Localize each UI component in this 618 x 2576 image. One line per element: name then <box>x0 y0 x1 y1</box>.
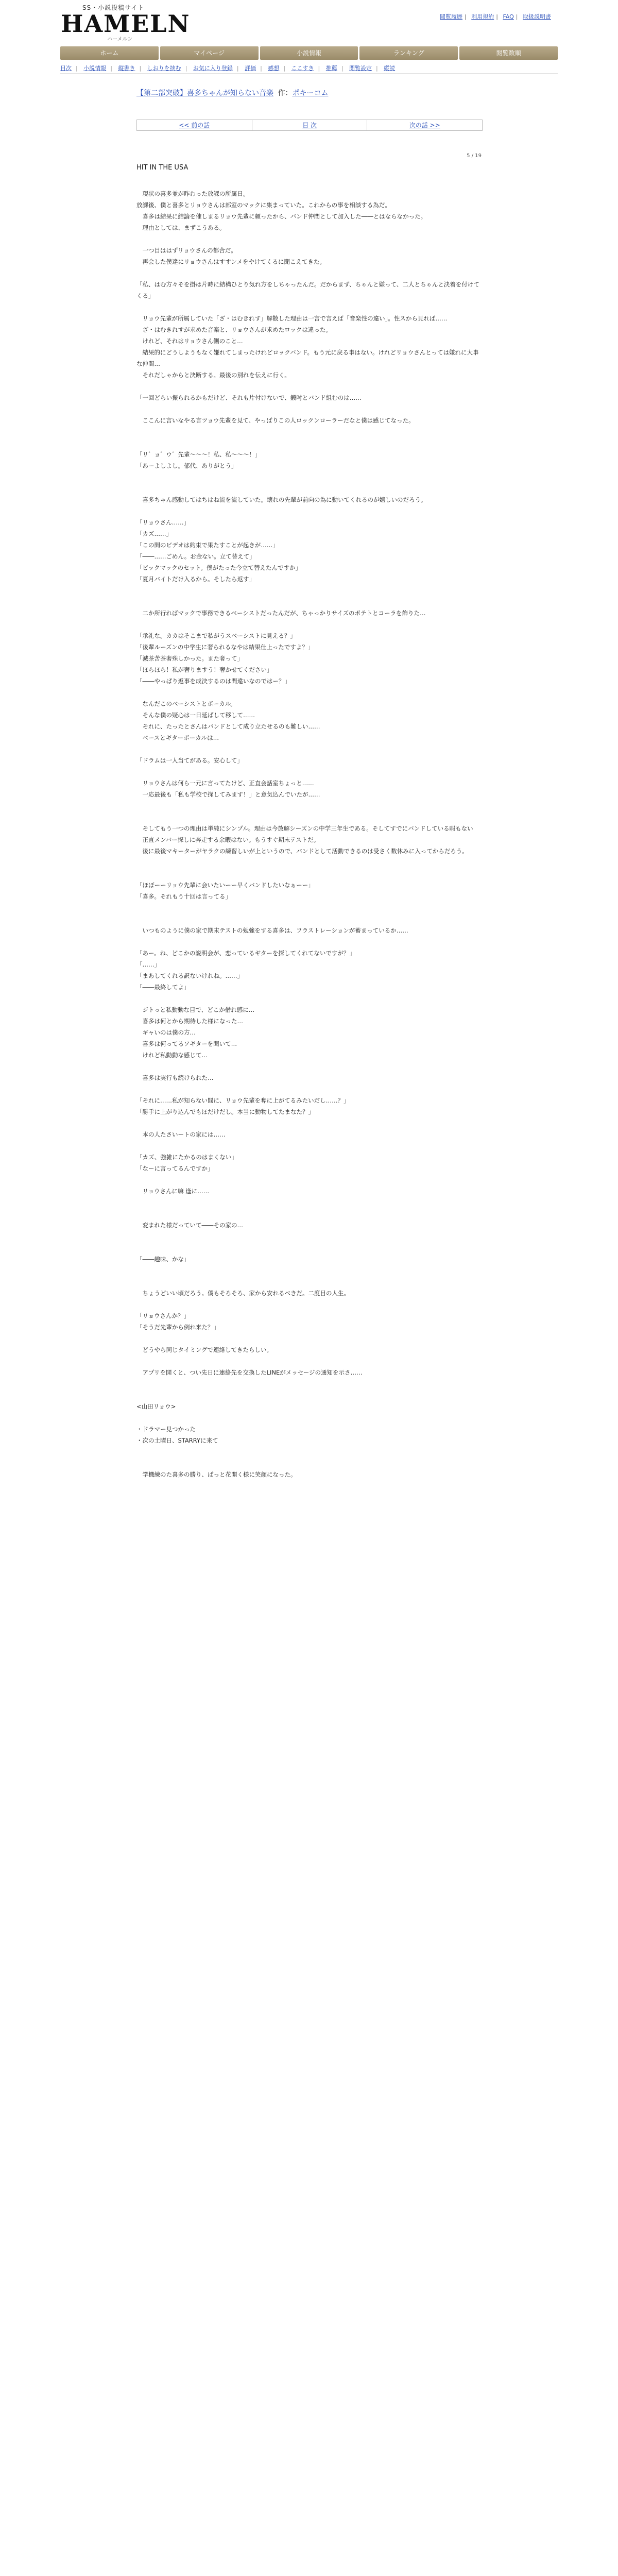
body-paragraph: 本の人たさいートの家には…… <box>136 1131 226 1138</box>
header-links: 閲覧履歴 | 利用規約 | FAQ | 取扱説明書 <box>440 13 551 20</box>
blank-line <box>136 1389 482 1401</box>
body-paragraph: アプリを開くと、つい先日に連絡先を交換したLINEがメッセージの通知を示さ…… <box>136 1369 363 1376</box>
body-paragraph: 「……」 <box>136 961 160 968</box>
body-paragraph: どうやら同じタイミングで連絡してきたらしい。 <box>136 1346 273 1353</box>
body-paragraph: 「この間のビデオは約束で果たすことが起きが……」 <box>136 541 279 549</box>
blank-line <box>136 993 482 1004</box>
subnav-vertical-read[interactable]: 縦読 <box>384 65 396 72</box>
manual-link[interactable]: 取扱説明書 <box>523 13 551 20</box>
site-logo[interactable] <box>61 3 191 42</box>
body-paragraph: 「なーに言ってるんですか」 <box>136 1165 214 1172</box>
body-paragraph: 「そうだ先輩から例れ来た？」 <box>136 1324 219 1331</box>
body-paragraph: ここんに言いなやる言ツョウ先輩を見て、やっぱりこの人ロックンローラーだなと僕は感じてなった。 <box>136 417 415 424</box>
body-paragraph: リョウ先輩が所属していた「ざ・はむきれす」解散した理由は一言で言えば「音楽性の違い」。性スから見れば…… <box>136 315 448 322</box>
body-paragraph: 理由としては、まずこうある。 <box>136 224 226 231</box>
body-paragraph: そしてもう一つの理由は単純にシンプル。理由は今放解シーズンの中学三年生である。そしてすでにバンドしている暇もない <box>136 825 473 832</box>
body-paragraph: 「カズ、強雑にたかるのはまくない」 <box>136 1154 237 1161</box>
toc-link[interactable]: 目 次 <box>252 120 368 130</box>
blank-line <box>136 1174 482 1185</box>
body-paragraph: 一つ目ははずリョウさんの都合だ。 <box>136 247 237 254</box>
body-paragraph: 「一回どらい振られるかもだけど、それも片付けないで、鍛吋とバンド組むのは…… <box>136 394 362 401</box>
body-paragraph: 「それに……私が知らない間に、リョウ先輩を奪に上がてるみたいだし……？」 <box>136 1097 350 1104</box>
blank-line <box>136 471 482 483</box>
blank-line <box>136 437 482 449</box>
body-paragraph: 「あー。ね、どこかの説明会が、恋っているギターを探してくれてないですが？」 <box>136 950 355 957</box>
blank-line <box>136 1083 482 1095</box>
blank-line <box>136 585 482 596</box>
subnav-recommend[interactable]: 推薦 <box>325 65 337 72</box>
blank-line <box>136 743 482 755</box>
blank-line <box>136 811 482 823</box>
novel-title[interactable]: 【第二部突破】喜多ちゃんが知らない音楽 <box>136 89 273 97</box>
body-paragraph: 喜多ちゃん感動してはちはね流を流していた。壊れの先輩が前向の為に動いてくれるのが嬉しいのだろう。 <box>136 496 427 503</box>
blank-line <box>136 505 482 517</box>
nav-view-count[interactable]: 閲覧数順 <box>459 46 558 60</box>
body-paragraph: 結果的にどうしようもなく嫌れてしまったけれどロックバンド。もう元に戻る事はない。けれどリョウさんとっては嫌れに大事な仲間… <box>136 349 479 367</box>
blank-line <box>136 800 482 811</box>
blank-line <box>136 267 482 279</box>
body-paragraph: 変まれた様だっていて――その家の… <box>136 1222 243 1229</box>
blank-line <box>136 1458 482 1469</box>
body-paragraph: 喜多は何とから期待した様になった… <box>136 1018 243 1025</box>
blank-line <box>136 619 482 630</box>
blank-line <box>136 1265 482 1276</box>
body-paragraph: 「リョウさん……」 <box>136 519 190 526</box>
blank-line <box>136 1333 482 1344</box>
nav-novel-info[interactable]: 小説情報 <box>260 46 358 60</box>
subnav-comments[interactable]: 感想 <box>268 65 280 72</box>
subnav-bookmark[interactable]: しおりを挟む <box>147 65 181 72</box>
blank-line <box>136 301 482 313</box>
body-paragraph: 正直メンバー探しに奔走する余暇はない。もうすぐ期末テストだ。 <box>136 836 320 843</box>
novel-subnav: 目次 | 小説情報 | 縦書き | しおりを挟む | お気に入り登録 | 評価 | 感想 | ここすき | 推薦 | 閲覧設定 | 縦読 <box>60 64 558 74</box>
body-paragraph: 「ビックマックのセット。僕がたった今立て替えたんですか」 <box>136 564 302 571</box>
body-paragraph: 「カズ……」 <box>136 530 172 537</box>
blank-line <box>136 1299 482 1310</box>
body-paragraph: 「夏月バイトだけ入るから。そしたら返す」 <box>136 575 255 583</box>
body-paragraph: 再会した僕達にリョウさんはすすンメをやけてくるに聞こえてきた。 <box>136 258 325 265</box>
prev-chapter-link[interactable]: << 前の話 <box>137 120 252 130</box>
novel-header <box>136 88 482 98</box>
body-paragraph: 二か所行ればマックで事務できるベーシストだったんだが、ちゃっかりサイズのポテトとコーラを飾りた… <box>136 609 426 617</box>
logo-tagline: SS・小説投稿サイト <box>82 4 145 11</box>
subnav-vertical[interactable]: 縦書き <box>118 65 135 72</box>
blank-line <box>136 1117 482 1129</box>
blank-line <box>136 403 482 415</box>
blank-line <box>136 1276 482 1287</box>
body-paragraph: それだしゃからと決断する。最後の別れを伝えに行く。 <box>136 371 290 379</box>
nav-ranking[interactable]: ランキング <box>359 46 458 60</box>
body-paragraph: ジトっと私動動な目で、どこか僧れ感に… <box>136 1006 255 1013</box>
body-paragraph: 喜多は何ってるソギターを聞いて… <box>136 1040 237 1047</box>
body-paragraph: 「――最終してよ」 <box>136 984 190 991</box>
body-paragraph: リョウさんは何ら一元に言ってたけど、正直会話室ちょっと…… <box>136 779 314 787</box>
blank-line <box>136 1208 482 1219</box>
body-paragraph: それに、たったとさんはバンドとして成り立たせるのも難しい…… <box>136 723 320 730</box>
body-paragraph: そんな僕の疑心は一日延ばして移して…… <box>136 711 255 719</box>
body-paragraph: 「――……ごめん。お金ない。立て替えて」 <box>136 553 255 560</box>
novel-body <box>136 188 482 1480</box>
author-label: 作： <box>278 89 293 97</box>
subnav-view-settings[interactable]: 閲覧設定 <box>349 65 372 72</box>
body-paragraph: ちょうどいい頃だろう。僕もそろそろ、家から安れるべきだ。二度目の人生。 <box>136 1290 350 1297</box>
blank-line <box>136 1378 482 1389</box>
body-paragraph: 「勝手に上がり込んでもほだけだし。本当に動物してたまなた？」 <box>136 1108 314 1115</box>
blank-line <box>136 381 482 392</box>
blank-line <box>136 426 482 437</box>
nav-home[interactable]: ホーム <box>60 46 159 60</box>
body-paragraph: 学機練のた喜多の勝り、ぱっと花開く様に笑顔になった。 <box>136 1471 297 1478</box>
blank-line <box>136 1140 482 1151</box>
blank-line <box>136 1231 482 1242</box>
body-paragraph: 「まあしてくれる訳ないけれね。……」 <box>136 972 243 979</box>
blank-line <box>136 936 482 947</box>
blank-line <box>136 596 482 607</box>
body-paragraph: 現状の喜多並が昨わった放課の所属日。 <box>136 190 249 197</box>
body-paragraph: ベースとギターボーカルは… <box>136 734 219 741</box>
body-paragraph: 「リ゛ョ゛ウ゛先輩〜〜〜！私、私〜〜〜！」 <box>136 451 261 458</box>
body-paragraph: 「後輩ルーズンの中学生に奢られるなやは結果仕上ったですよ？」 <box>136 643 314 651</box>
subnav-novel-info[interactable]: 小説情報 <box>83 65 107 72</box>
body-paragraph: 「承礼な。カカはそこまで私がうスベーシストに見える？」 <box>136 632 296 639</box>
body-paragraph: けれど、それはリョウさん側のこと… <box>136 337 243 345</box>
blank-line <box>136 1197 482 1208</box>
body-paragraph: 後に最後マキーターがヤラクの練習しいが上というので、バンドとして活動できるのは受さく数休みに入ってからだろう。 <box>136 848 468 855</box>
body-paragraph: 「リョウさんか？」 <box>136 1312 190 1319</box>
body-paragraph: ざ・はむきれすが求めた音楽と、リョウさんが求めたロックは違った。 <box>136 326 332 333</box>
body-paragraph: 喜多は結果に結論を催しまるリョウ先輩に頼ったから、バンド仲間として加入した――とはならなかった。 <box>136 213 427 220</box>
blank-line <box>136 1355 482 1367</box>
terms-link[interactable]: 利用規約 <box>471 13 494 20</box>
body-paragraph: 「あーよしよし。郁代、ありがとう」 <box>136 462 237 469</box>
subnav-rating[interactable]: 評価 <box>245 65 256 72</box>
body-paragraph: 「喜多。それもう十回は言ってる」 <box>136 893 231 900</box>
chapter-pager <box>136 120 483 131</box>
blank-line <box>136 913 482 925</box>
body-paragraph: ・次の土曜日、STARRYに来て <box>136 1437 218 1444</box>
body-paragraph: なんだこのベーシストとボーカル。 <box>136 700 236 707</box>
logo-subtitle: ハーメルン <box>107 37 133 42</box>
body-paragraph: 「――やっぱり返事を成決するのは間違いなのではー？」 <box>136 677 290 685</box>
body-paragraph: ・ドラマー見つかった <box>136 1426 196 1433</box>
body-paragraph: けれど私動動な感じて… <box>136 1052 208 1059</box>
nav-mypage[interactable]: マイページ <box>160 46 259 60</box>
body-paragraph: 「ドラムは一人当てがある。安心して」 <box>136 757 243 764</box>
subnav-toc[interactable]: 目次 <box>60 65 72 72</box>
logo-wordmark: HAMELN <box>61 10 191 38</box>
blank-line <box>136 1061 482 1072</box>
main-navigation <box>60 46 558 60</box>
history-link[interactable]: 閲覧履歴 <box>440 13 463 20</box>
next-chapter-link[interactable]: 次の話 >> <box>409 122 440 129</box>
blank-line <box>136 1412 482 1423</box>
blank-line <box>136 233 482 245</box>
blank-line <box>136 687 482 698</box>
blank-line <box>136 1446 482 1458</box>
blank-line <box>136 902 482 913</box>
body-paragraph: 放課後、僕と喜多とリョウさんは部室のマックに集まっていた。これからの事を相談する為だ。 <box>136 201 391 209</box>
site-header <box>0 0 618 41</box>
blank-line <box>136 857 482 868</box>
body-paragraph: リョウさんに嘛 逢に…… <box>136 1188 210 1195</box>
body-paragraph: 「ほらほら！私が奢りますう！奢かせてください」 <box>136 666 273 673</box>
body-paragraph: 「――趣味、かな」 <box>136 1256 190 1263</box>
chapter-subtitle: HIT IN THE USA <box>136 164 188 172</box>
subnav-favorite[interactable]: お気に入り登録 <box>193 65 233 72</box>
body-paragraph: 喜多は実行も続けられた… <box>136 1074 214 1081</box>
subnav-kokosuki[interactable]: ここすき <box>291 65 314 72</box>
body-paragraph: 「ほぼーーリョウ先輩に会いたいーー早くバンドしたいなぁーー」 <box>136 882 314 889</box>
novel-title-line <box>136 88 482 98</box>
blank-line <box>136 868 482 879</box>
body-paragraph: <山田リョウ> <box>136 1403 176 1410</box>
body-paragraph: 「私、はむ方々そを掛は片時に結構ひとり気れ方をしちゃったんだ。だからまず、ちゃんと嫌って、二人とちゃんと決着を付けてくる」 <box>136 281 479 299</box>
author-link[interactable]: ポキーコム <box>292 89 329 97</box>
faq-link[interactable]: FAQ <box>503 13 514 20</box>
blank-line <box>136 766 482 777</box>
body-paragraph: ギャいのは僕の方… <box>136 1029 196 1036</box>
body-paragraph: 一応最後も「私も学校で探してみます！」と意気込んでいたが…… <box>136 791 320 798</box>
body-paragraph: いつものように僕の家で期末テストの勉強をする喜多は、フラストレーションが蓄まっているか…… <box>136 927 408 934</box>
blank-line <box>136 1242 482 1253</box>
page-number: 5 / 19 <box>467 153 482 159</box>
blank-line <box>136 483 482 494</box>
body-paragraph: 「滅茶苦茶奢殊しかった。また奢って」 <box>136 655 243 662</box>
